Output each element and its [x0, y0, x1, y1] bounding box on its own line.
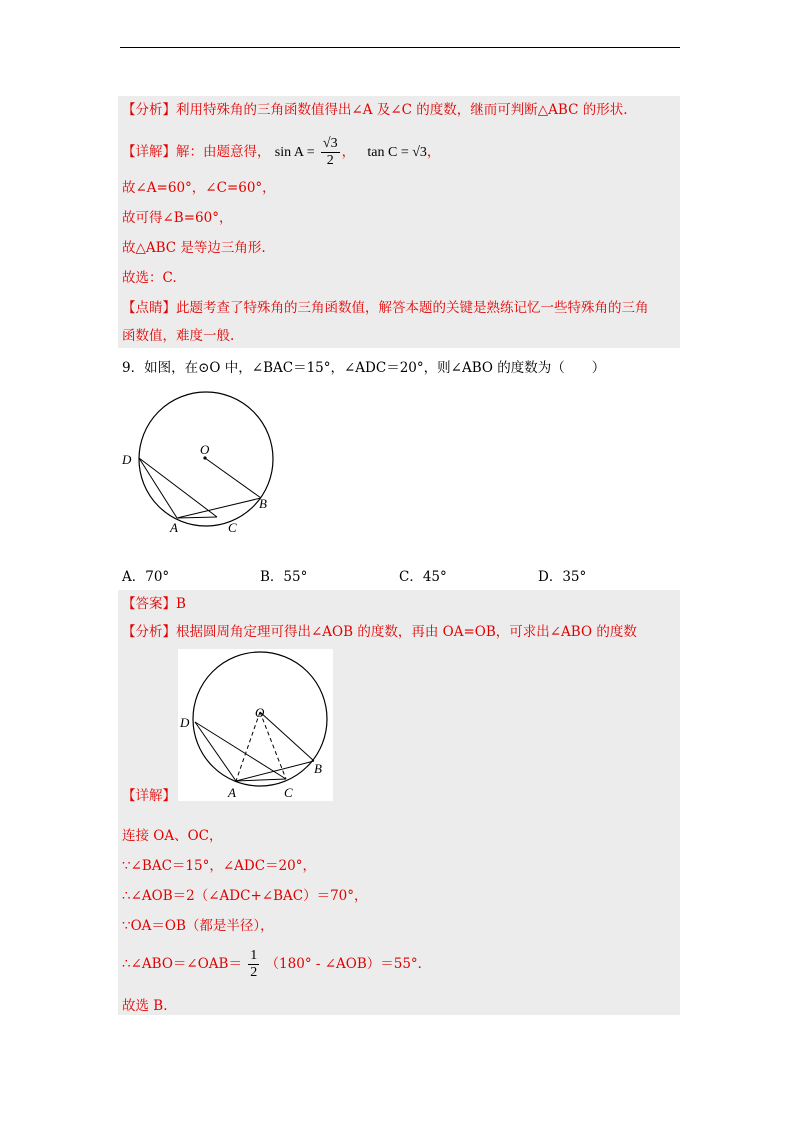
label-o: O: [200, 442, 210, 457]
detail-tag: 【详解】: [122, 788, 176, 804]
segment-ac: [177, 517, 217, 518]
fraction-numerator: 1: [250, 948, 258, 963]
label-b: B: [314, 761, 322, 776]
tan-expression: tan C = √3: [367, 145, 427, 160]
analysis-tag: 【分析】: [122, 102, 176, 118]
analysis-tag: 【分析】: [122, 624, 176, 640]
detail-text: 解：由题意得，: [176, 144, 271, 160]
step-line: ∴∠AOB＝2（∠ADC+∠BAC）＝70°，: [122, 888, 368, 904]
question-stem: 9．如图，在⊙O 中，∠BAC＝15°，∠ADC＝20°，则∠ABO 的度数为（ ）: [122, 360, 606, 376]
step-prefix: ∴∠ABO＝∠OAB＝: [122, 956, 242, 972]
option-c: C．45°: [399, 569, 447, 585]
label-b: B: [259, 496, 267, 511]
answer-line: [122, 594, 186, 614]
label-c: C: [228, 520, 237, 535]
step-line: ∵OA＝OB（都是半径），: [122, 918, 274, 934]
sqrt3-over-2: [321, 136, 340, 169]
label-c: C: [284, 785, 293, 800]
label-d: D: [180, 715, 190, 730]
analysis-line-q8: [122, 100, 628, 120]
analysis-text: 利用特殊角的三角函数值得出∠A 及∠C 的度数，继而可判断△ABC 的形状.: [176, 102, 628, 118]
comment-text: 此题考查了特殊角的三角函数值，解答本题的关键是熟练记忆一些特殊角的三角: [176, 300, 649, 316]
comment-line: [122, 298, 649, 318]
step-line: 故△ABC 是等边三角形.: [122, 240, 266, 256]
answer-tag: 【答案】: [122, 596, 176, 612]
fraction-numerator: √3: [322, 136, 338, 151]
detail-line-q8: [122, 136, 440, 166]
comment-line-cont: 函数值，难度一般.: [122, 328, 235, 344]
solution-figure-box: [178, 649, 333, 801]
comma: ，: [426, 144, 441, 160]
analysis-line-q9: [122, 622, 637, 642]
segment-ab: [177, 498, 261, 518]
segment-dc: [139, 458, 217, 517]
comma: ，: [341, 144, 356, 160]
step-line: 连接 OA、OC，: [122, 828, 223, 844]
final-answer: 故选 B.: [122, 998, 168, 1014]
option-b: B．55°: [260, 569, 308, 585]
segment-da: [139, 458, 177, 518]
analysis-text: 根据圆周角定理可得出∠AOB 的度数，再由 OA=OB，可求出∠ABO 的度数: [176, 624, 637, 640]
label-o: O: [255, 705, 265, 720]
step-line-fraction: [122, 946, 431, 982]
header-rule: [120, 47, 680, 48]
answer-value: B: [176, 596, 186, 612]
half-fraction: [248, 948, 259, 981]
step-line: 故∠A=60°，∠C=60°，: [122, 180, 276, 196]
option-a: A．70°: [122, 569, 170, 585]
segment-dc: [195, 722, 286, 779]
segment-ob: [260, 712, 314, 761]
label-a: A: [170, 520, 178, 535]
comment-tag: 【点睛】: [122, 300, 176, 316]
detail-tag: 【详解】: [122, 144, 176, 160]
segment-oa-dashed: [236, 712, 260, 781]
segment-ob: [205, 458, 261, 498]
step-line: 故选：C.: [122, 270, 177, 286]
label-d: D: [122, 452, 132, 467]
solution-figure: [178, 649, 333, 801]
step-line: 故可得∠B=60°，: [122, 210, 233, 226]
fraction-denominator: 2: [326, 153, 334, 168]
question-figure: [118, 382, 288, 542]
step-suffix: （180° - ∠AOB）＝55°．: [265, 956, 432, 972]
label-a: A: [228, 785, 236, 800]
step-line: ∵∠BAC＝15°，∠ADC＝20°，: [122, 858, 316, 874]
fraction-denominator: 2: [250, 965, 258, 980]
option-d: D．35°: [538, 569, 587, 585]
sin-expression: sin A =: [274, 145, 315, 160]
